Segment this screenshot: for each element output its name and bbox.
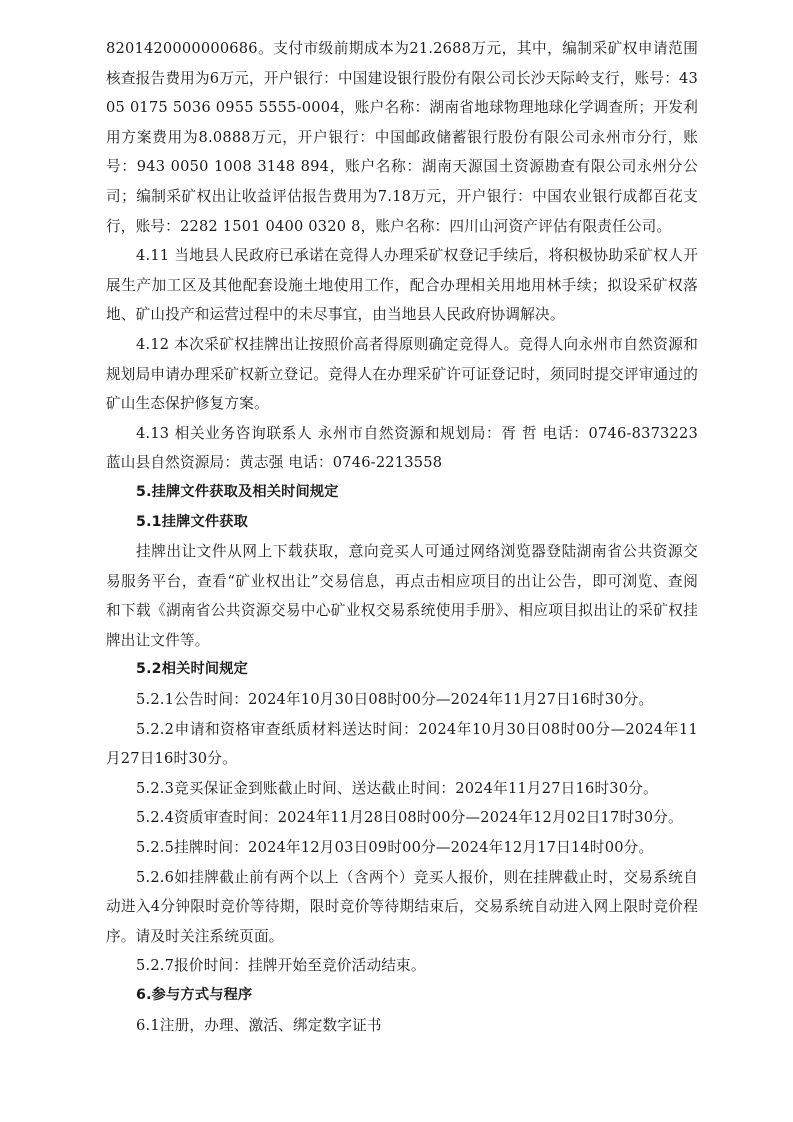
- paragraph-bank-accounts: 8201420000000686。支付市级前期成本为21.2688万元，其中，编制采矿权申请范围核查报告费用为6万元，开户银行：中国建设银行股份有限公司长沙天际岭支行，账号：4305 0175 5036 0955 5555-0004，账户名称：湖南省地球物理地球化学调查所；开发利用方案费用为8.0888万元，开户银行：中国邮政储蓄银行股份有限公司永州市分行，账号：943 0050 1008 3148 894，账户名称：湖南天源国土资源勘查有限公司永州分公司；编制采矿权出让收益评估报告费用为7.18万元，开户银行：中国农业银行成都百花支行，账号：2282 1501 0400 0320 8，账户名称：四川山河资产评估有限责任公司。: [106, 40, 698, 235]
- paragraph-5-2-2: 5.2.2申请和资格审查纸质材料送达时间：2024年10月30日08时00分—2024年11月27日16时30分。: [106, 720, 698, 768]
- paragraph-4-13: 4.13 相关业务咨询联系人 永州市自然资源和规划局：胥 哲 电话：0746-8373223 蓝山县自然资源局：黄志强 电话：0746-2213558: [106, 424, 698, 472]
- paragraph-5-2-4: 5.2.4资质审查时间：2024年11月28日08时00分—2024年12月02日17时30分。: [136, 809, 683, 827]
- paragraph-5-2-1: 5.2.1公告时间：2024年10月30日08时00分—2024年11月27日16时30分。: [136, 691, 654, 709]
- paragraph-5-2-6: 5.2.6如挂牌截止前有两个以上（含两个）竞买人报价，则在挂牌截止时，交易系统自动进入4分钟限时竞价等待期，限时竞价等待期结束后，交易系统自动进入网上限时竞价程序。请及时关注系统页面。: [106, 868, 698, 945]
- paragraph-4-12: 4.12 本次采矿权挂牌出让按照价高者得原则确定竞得人。竞得人向永州市自然资源和规划局申请办理采矿权新立登记。竞得人在办理采矿许可证登记时，须同时提交评审通过的矿山生态保护修复方案。: [106, 335, 698, 413]
- subsection-heading-5-2: 5.2相关时间规定: [136, 661, 249, 678]
- paragraph-4-11: 4.11 当地县人民政府已承诺在竞得人办理采矿权登记手续后，将积极协助采矿权人开展生产加工区及其他配套设施土地使用工作，配合办理相关用地用林手续；拟设采矿权落地、矿山投产和运营过程中的未尽事宜，由当地县人民政府协调解决。: [106, 247, 698, 324]
- section-heading-6: 6.参与方式与程序: [136, 987, 253, 1003]
- paragraph-6-1: 6.1注册，办理、激活、绑定数字证书: [136, 1016, 382, 1034]
- paragraph-5-2-7: 5.2.7报价时间：挂牌开始至竞价活动结束。: [136, 957, 426, 975]
- section-heading-5: 5.挂牌文件获取及相关时间规定: [136, 483, 339, 500]
- subsection-heading-5-1: 5.1挂牌文件获取: [136, 513, 249, 530]
- paragraph-5-2-3: 5.2.3竞买保证金到账截止时间、送达截止时间：2024年11月27日16时30分。: [136, 779, 658, 797]
- paragraph-5-2-5: 5.2.5挂牌时间：2024年12月03日09时00分—2024年12月17日14时00分。: [136, 839, 654, 857]
- document-body: [106, 34, 698, 1040]
- paragraph-5-1-body: 挂牌出让文件从网上下载获取，意向竞买人可通过网络浏览器登陆湖南省公共资源交易服务平台，查看“矿业权出让”交易信息，再点击相应项目的出让公告，即可浏览、查阅和下载《湖南省公共资源交易中心矿业权交易系统使用手册》、相应项目拟出让的采矿权挂牌出让文件等。: [106, 543, 698, 649]
